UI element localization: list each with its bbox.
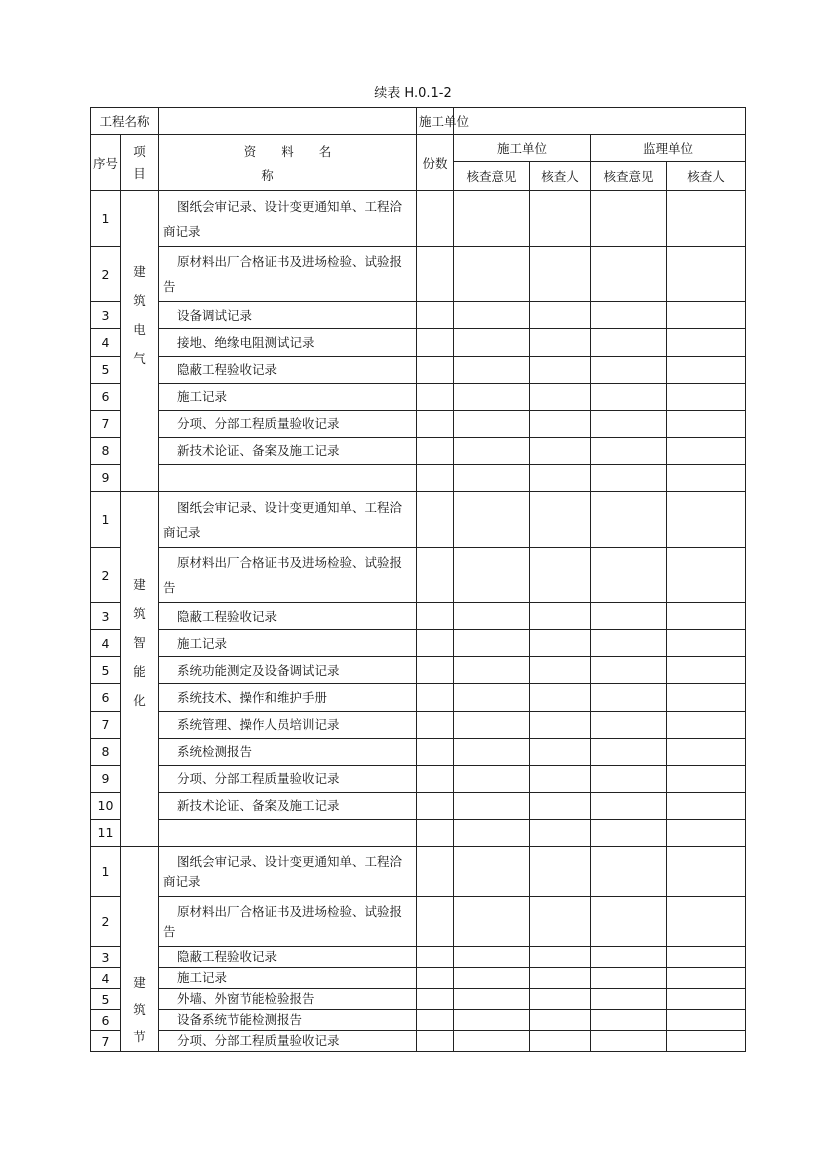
row-copies[interactable] [417, 492, 454, 548]
row-document-name: 系统技术、操作和维护手册 [159, 684, 417, 711]
table-row [91, 464, 746, 491]
row-construction-checker[interactable] [530, 464, 591, 491]
table-row [91, 819, 746, 846]
row-construction-checker[interactable] [530, 847, 591, 897]
row-copies[interactable] [417, 356, 454, 383]
row-serial: 7 [91, 711, 121, 738]
row-supervision-opinion[interactable] [591, 1010, 667, 1031]
table-row [91, 738, 746, 765]
row-supervision-opinion[interactable] [591, 603, 667, 630]
row-copies[interactable] [417, 765, 454, 792]
row-supervision-opinion[interactable] [591, 247, 667, 302]
row-copies[interactable] [417, 630, 454, 657]
project-category-char: 节 [133, 1029, 146, 1044]
row-construction-opinion[interactable] [454, 603, 530, 630]
row-construction-checker[interactable] [530, 989, 591, 1010]
row-construction-checker[interactable] [530, 738, 591, 765]
row-serial: 8 [91, 738, 121, 765]
row-construction-opinion[interactable] [454, 329, 530, 356]
row-copies[interactable] [417, 738, 454, 765]
row-supervision-opinion[interactable] [591, 819, 667, 846]
table-row [91, 302, 746, 329]
table-row [91, 356, 746, 383]
row-supervision-checker[interactable] [667, 464, 746, 491]
row-copies[interactable] [417, 191, 454, 247]
table-row [91, 603, 746, 630]
row-supervision-checker[interactable] [667, 1031, 746, 1052]
row-supervision-opinion[interactable] [591, 765, 667, 792]
table-row [91, 947, 746, 968]
row-serial: 1 [91, 847, 121, 897]
row-supervision-checker[interactable] [667, 302, 746, 329]
row-supervision-checker[interactable] [667, 765, 746, 792]
row-serial: 2 [91, 548, 121, 603]
row-document-name: 分项、分部工程质量验收记录 [159, 765, 417, 792]
row-supervision-opinion[interactable] [591, 947, 667, 968]
row-serial: 5 [91, 356, 121, 383]
row-copies[interactable] [417, 548, 454, 603]
row-construction-checker[interactable] [530, 1031, 591, 1052]
row-document-name: 原材料出厂合格证书及进场检验、试验报告 [159, 548, 417, 603]
row-document-name: 分项、分部工程质量验收记录 [159, 410, 417, 437]
table-row [91, 630, 746, 657]
row-document-name: 系统功能测定及设备调试记录 [159, 657, 417, 684]
project-category-char: 建 [133, 264, 146, 279]
row-copies[interactable] [417, 1031, 454, 1052]
row-supervision-opinion[interactable] [591, 630, 667, 657]
row-construction-opinion[interactable] [454, 897, 530, 947]
row-construction-opinion[interactable] [454, 492, 530, 548]
table-row [91, 847, 746, 897]
row-construction-opinion[interactable] [454, 792, 530, 819]
row-serial: 2 [91, 247, 121, 302]
copies-label: 份数 [417, 135, 454, 191]
row-document-name: 接地、绝缘电阻测试记录 [159, 329, 417, 356]
row-construction-checker[interactable] [530, 191, 591, 247]
table-row [91, 410, 746, 437]
construction-unit-label: 施工单位 [417, 108, 454, 135]
table-row [91, 383, 746, 410]
row-serial: 5 [91, 657, 121, 684]
row-construction-checker[interactable] [530, 603, 591, 630]
row-construction-checker[interactable] [530, 356, 591, 383]
table-caption: 续表 H.0.1-2 [374, 86, 452, 101]
project-category-char: 化 [133, 693, 146, 708]
row-serial: 6 [91, 1010, 121, 1031]
row-construction-opinion[interactable] [454, 548, 530, 603]
row-serial: 3 [91, 603, 121, 630]
row-serial: 8 [91, 437, 121, 464]
row-copies[interactable] [417, 819, 454, 846]
row-serial: 1 [91, 191, 121, 247]
row-construction-opinion[interactable] [454, 247, 530, 302]
row-construction-checker[interactable] [530, 492, 591, 548]
row-copies[interactable] [417, 383, 454, 410]
table-row [91, 989, 746, 1010]
row-document-name: 设备系统节能检测报告 [159, 1010, 417, 1031]
row-copies[interactable] [417, 464, 454, 491]
row-supervision-checker[interactable] [667, 897, 746, 947]
construction-checker-label: 核查人 [530, 162, 591, 191]
project-category [121, 847, 159, 1052]
row-construction-checker[interactable] [530, 410, 591, 437]
row-supervision-checker[interactable] [667, 711, 746, 738]
row-construction-opinion[interactable] [454, 711, 530, 738]
row-supervision-checker[interactable] [667, 410, 746, 437]
row-construction-opinion[interactable] [454, 630, 530, 657]
row-serial: 11 [91, 819, 121, 846]
row-serial: 4 [91, 968, 121, 989]
project-category-char: 智 [133, 635, 146, 650]
row-construction-opinion[interactable] [454, 464, 530, 491]
row-supervision-opinion[interactable] [591, 548, 667, 603]
project-name-value[interactable] [159, 108, 417, 135]
table-row [91, 968, 746, 989]
row-supervision-opinion[interactable] [591, 356, 667, 383]
row-construction-opinion[interactable] [454, 847, 530, 897]
row-document-name [159, 819, 417, 846]
table-row [91, 1010, 746, 1031]
row-document-name: 隐蔽工程验收记录 [159, 947, 417, 968]
row-document-name: 新技术论证、备案及施工记录 [159, 792, 417, 819]
table-row [91, 684, 746, 711]
row-supervision-opinion[interactable] [591, 657, 667, 684]
row-document-name: 施工记录 [159, 630, 417, 657]
row-supervision-checker[interactable] [667, 684, 746, 711]
group-supervision-label: 监理单位 [591, 135, 746, 162]
row-construction-opinion[interactable] [454, 989, 530, 1010]
row-serial: 3 [91, 302, 121, 329]
row-document-name: 原材料出厂合格证书及进场检验、试验报告 [159, 247, 417, 302]
row-construction-checker[interactable] [530, 383, 591, 410]
item-label [121, 135, 159, 191]
row-copies[interactable] [417, 711, 454, 738]
row-copies[interactable] [417, 847, 454, 897]
table-row [91, 711, 746, 738]
table-row [91, 548, 746, 603]
row-supervision-opinion[interactable] [591, 738, 667, 765]
row-document-name: 系统检测报告 [159, 738, 417, 765]
row-serial: 7 [91, 1031, 121, 1052]
row-supervision-opinion[interactable] [591, 968, 667, 989]
row-construction-checker[interactable] [530, 968, 591, 989]
row-construction-checker[interactable] [530, 630, 591, 657]
row-serial: 7 [91, 410, 121, 437]
row-supervision-opinion[interactable] [591, 492, 667, 548]
row-document-name: 新技术论证、备案及施工记录 [159, 437, 417, 464]
table-row [91, 1031, 746, 1052]
row-supervision-opinion[interactable] [591, 897, 667, 947]
row-construction-opinion[interactable] [454, 437, 530, 464]
row-construction-checker[interactable] [530, 684, 591, 711]
row-copies[interactable] [417, 302, 454, 329]
row-document-name: 施工记录 [159, 968, 417, 989]
row-construction-opinion[interactable] [454, 657, 530, 684]
row-construction-opinion[interactable] [454, 383, 530, 410]
row-construction-checker[interactable] [530, 1010, 591, 1031]
row-supervision-checker[interactable] [667, 947, 746, 968]
row-serial: 6 [91, 383, 121, 410]
row-supervision-checker[interactable] [667, 630, 746, 657]
row-construction-checker[interactable] [530, 548, 591, 603]
row-supervision-opinion[interactable] [591, 711, 667, 738]
row-supervision-opinion[interactable] [591, 191, 667, 247]
row-construction-checker[interactable] [530, 302, 591, 329]
row-document-name: 施工记录 [159, 383, 417, 410]
row-supervision-opinion[interactable] [591, 1031, 667, 1052]
row-supervision-opinion[interactable] [591, 383, 667, 410]
table-row [91, 897, 746, 947]
document-name-line2: 称 [261, 167, 274, 183]
row-copies[interactable] [417, 968, 454, 989]
header-row-groups [91, 135, 746, 162]
row-serial: 3 [91, 947, 121, 968]
row-construction-checker[interactable] [530, 437, 591, 464]
row-supervision-checker[interactable] [667, 492, 746, 548]
row-construction-opinion[interactable] [454, 947, 530, 968]
document-name-line1: 资 料 名 [243, 143, 332, 159]
row-construction-checker[interactable] [530, 329, 591, 356]
project-category [121, 191, 159, 492]
project-category-char: 建 [133, 975, 146, 990]
project-category-char: 电 [133, 322, 146, 337]
row-construction-checker[interactable] [530, 765, 591, 792]
row-supervision-checker[interactable] [667, 819, 746, 846]
project-name-label: 工程名称 [91, 108, 159, 135]
row-supervision-checker[interactable] [667, 792, 746, 819]
row-construction-opinion[interactable] [454, 738, 530, 765]
row-document-name [159, 464, 417, 491]
row-document-name: 隐蔽工程验收记录 [159, 356, 417, 383]
row-copies[interactable] [417, 437, 454, 464]
item-label-char: 项 [133, 143, 146, 159]
row-serial: 10 [91, 792, 121, 819]
row-serial: 1 [91, 492, 121, 548]
row-construction-checker[interactable] [530, 711, 591, 738]
item-label-char: 目 [133, 165, 146, 181]
row-supervision-checker[interactable] [667, 437, 746, 464]
row-copies[interactable] [417, 603, 454, 630]
row-supervision-checker[interactable] [667, 383, 746, 410]
row-supervision-opinion[interactable] [591, 464, 667, 491]
row-document-name: 分项、分部工程质量验收记录 [159, 1031, 417, 1052]
row-construction-checker[interactable] [530, 819, 591, 846]
table-row [91, 191, 746, 247]
row-copies[interactable] [417, 947, 454, 968]
row-construction-checker[interactable] [530, 947, 591, 968]
row-construction-opinion[interactable] [454, 1010, 530, 1031]
row-construction-opinion[interactable] [454, 968, 530, 989]
row-construction-opinion[interactable] [454, 410, 530, 437]
row-supervision-opinion[interactable] [591, 684, 667, 711]
row-supervision-checker[interactable] [667, 329, 746, 356]
row-copies[interactable] [417, 897, 454, 947]
row-document-name: 图纸会审记录、设计变更通知单、工程洽商记录 [159, 847, 417, 897]
row-supervision-opinion[interactable] [591, 989, 667, 1010]
row-construction-checker[interactable] [530, 792, 591, 819]
project-category-char: 筑 [133, 293, 146, 308]
row-supervision-opinion[interactable] [591, 410, 667, 437]
table-row [91, 792, 746, 819]
row-serial: 5 [91, 989, 121, 1010]
row-construction-checker[interactable] [530, 247, 591, 302]
row-copies[interactable] [417, 792, 454, 819]
row-serial: 9 [91, 464, 121, 491]
row-copies[interactable] [417, 989, 454, 1010]
row-construction-opinion[interactable] [454, 191, 530, 247]
row-document-name: 设备调试记录 [159, 302, 417, 329]
row-serial: 6 [91, 684, 121, 711]
row-supervision-checker[interactable] [667, 989, 746, 1010]
row-supervision-opinion[interactable] [591, 847, 667, 897]
row-construction-opinion[interactable] [454, 684, 530, 711]
row-construction-opinion[interactable] [454, 1031, 530, 1052]
row-construction-checker[interactable] [530, 657, 591, 684]
row-copies[interactable] [417, 329, 454, 356]
serial-label: 序号 [91, 135, 121, 191]
row-copies[interactable] [417, 657, 454, 684]
row-supervision-checker[interactable] [667, 603, 746, 630]
group-construction-label: 施工单位 [454, 135, 591, 162]
row-construction-opinion[interactable] [454, 356, 530, 383]
project-category-char: 建 [133, 577, 146, 592]
header-row-project [91, 108, 746, 135]
project-category [121, 492, 159, 847]
table-row [91, 247, 746, 302]
row-document-name: 系统管理、操作人员培训记录 [159, 711, 417, 738]
construction-check-opinion-label: 核查意见 [454, 162, 530, 191]
row-supervision-checker[interactable] [667, 548, 746, 603]
table-row [91, 657, 746, 684]
row-supervision-opinion[interactable] [591, 437, 667, 464]
project-category-char: 能 [133, 664, 146, 679]
row-supervision-opinion[interactable] [591, 302, 667, 329]
row-supervision-checker[interactable] [667, 247, 746, 302]
table-row [91, 437, 746, 464]
row-copies[interactable] [417, 247, 454, 302]
project-category-char: 筑 [133, 1002, 146, 1017]
row-supervision-checker[interactable] [667, 191, 746, 247]
row-document-name: 图纸会审记录、设计变更通知单、工程洽商记录 [159, 191, 417, 247]
row-document-name: 外墙、外窗节能检验报告 [159, 989, 417, 1010]
row-supervision-checker[interactable] [667, 738, 746, 765]
row-serial: 9 [91, 765, 121, 792]
row-supervision-checker[interactable] [667, 847, 746, 897]
row-serial: 4 [91, 329, 121, 356]
row-serial: 2 [91, 897, 121, 947]
project-category-char: 气 [133, 351, 146, 366]
supervision-check-opinion-label: 核查意见 [591, 162, 667, 191]
row-document-name: 图纸会审记录、设计变更通知单、工程洽商记录 [159, 492, 417, 548]
row-construction-opinion[interactable] [454, 765, 530, 792]
row-supervision-checker[interactable] [667, 657, 746, 684]
row-construction-opinion[interactable] [454, 819, 530, 846]
row-supervision-checker[interactable] [667, 968, 746, 989]
table-row [91, 765, 746, 792]
row-document-name: 隐蔽工程验收记录 [159, 603, 417, 630]
row-construction-opinion[interactable] [454, 302, 530, 329]
row-supervision-checker[interactable] [667, 1010, 746, 1031]
table-row [91, 329, 746, 356]
table-row [91, 492, 746, 548]
row-document-name: 原材料出厂合格证书及进场检验、试验报告 [159, 897, 417, 947]
row-supervision-opinion[interactable] [591, 792, 667, 819]
row-copies[interactable] [417, 1010, 454, 1031]
project-category-char: 筑 [133, 606, 146, 621]
row-supervision-checker[interactable] [667, 356, 746, 383]
row-supervision-opinion[interactable] [591, 329, 667, 356]
record-check-table [90, 107, 746, 1052]
supervision-checker-label: 核查人 [667, 162, 746, 191]
construction-unit-value[interactable] [454, 108, 746, 135]
document-name-label [159, 135, 417, 191]
row-copies[interactable] [417, 410, 454, 437]
row-construction-checker[interactable] [530, 897, 591, 947]
row-serial: 4 [91, 630, 121, 657]
row-copies[interactable] [417, 684, 454, 711]
